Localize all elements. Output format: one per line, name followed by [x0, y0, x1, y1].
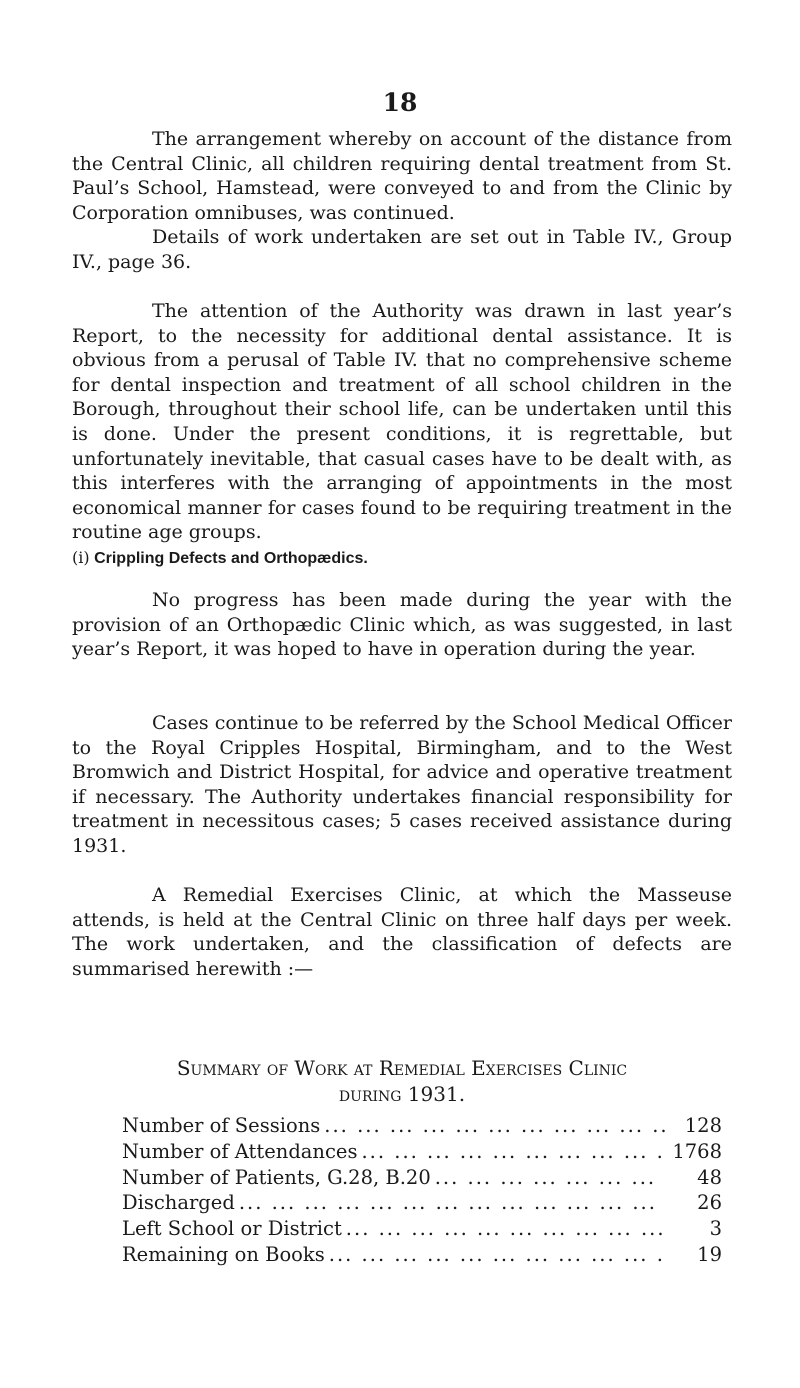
section-number: (i): [72, 548, 90, 567]
leader-dots: [357, 1139, 666, 1165]
summary-row-label: Discharged: [122, 1191, 235, 1215]
paragraph-remedial-clinic: A Remedial Exercises Clinic, at which the Masseuse attends, is held at the Central Clinic on three half days per week. The work undertaken, and the classification of defects are summarised herewith :—: [72, 884, 732, 980]
summary-row-patients: [122, 1165, 722, 1191]
summary-title: [72, 1055, 732, 1107]
section-title: Crippling Defects and Orthopædics.: [94, 550, 368, 567]
leader-dots: [235, 1190, 666, 1216]
summary-row-label: Left School or District: [122, 1217, 342, 1241]
summary-row-label: Number of Patients, G.28, B.20: [122, 1165, 431, 1189]
paragraph-orthopaedic-clinic: No progress has been made during the year with the provision of an Orthopædic Clinic which, as was suggested, in last year’s Report, it was hoped to have in operation during the year.: [72, 589, 732, 661]
leader-dots: [320, 1113, 666, 1139]
summary-row-label: Number of Sessions: [122, 1114, 321, 1137]
leader-dots: [325, 1242, 666, 1268]
summary-row-value: 3: [709, 1217, 722, 1241]
summary-table: [122, 1113, 722, 1268]
summary-row-value: 48: [697, 1165, 722, 1189]
summary-row-value: 19: [697, 1242, 722, 1266]
summary-row-discharged: [122, 1190, 722, 1216]
paragraph-dental-assistance: The attention of the Authority was drawn in last year’s Report, to the necessity for additional dental assistance. It is obvious from a perusal of Table IV. that no comprehensive scheme for dental inspection and treatment of all school children in the Borough, throughout their school life, can be undertaken until this is done. Under the present conditions, it is regrettable, but unfortunately inevitable, that casual cases have to be dealt with, as this interferes with the arranging of appointments in the most economical manner for cases found to be requiring treatment in the routine age groups.: [72, 300, 732, 544]
summary-row-left-school: [122, 1216, 722, 1242]
section-heading: [72, 548, 368, 568]
summary-row-label: Remaining on Books: [122, 1242, 325, 1266]
summary-row-value: 128: [684, 1114, 722, 1137]
summary-title-line1: Summary of Work at Remedial Exercises Clinic: [176, 1056, 628, 1080]
summary-row-remaining: [122, 1242, 722, 1268]
summary-title-line2: during 1931.: [338, 1082, 466, 1106]
paragraph-omnibus-arrangement: The arrangement whereby on account of the distance from the Central Clinic, all children requiring dental treatment from St. Paul’s School, Hamstead, were conveyed to and from the Clinic by Corporation omnibuses, was continued.: [72, 128, 732, 224]
leader-dots: [342, 1216, 666, 1242]
summary-row-value: 1768: [672, 1139, 722, 1163]
summary-row-attendances: [122, 1139, 722, 1165]
paragraph-details-reference: Details of work undertaken are set out in Table IV., Group IV., page 36.: [72, 226, 732, 273]
paragraph-hospital-referrals: Cases continue to be referred by the School Medical Officer to the Royal Cripples Hospital, Birmingham, and to the West Bromwich and District Hospital, for advice and operative treatment if necessary. The Authority undertakes financial responsibility for treatment in necessitous cases; 5 cases received assistance during 1931.: [72, 712, 732, 857]
page-number: 18: [382, 88, 418, 117]
summary-row-label: Number of Attendances: [122, 1139, 358, 1163]
summary-row-sessions: [122, 1113, 722, 1139]
leader-dots: [431, 1165, 666, 1191]
summary-row-value: 26: [697, 1191, 722, 1215]
